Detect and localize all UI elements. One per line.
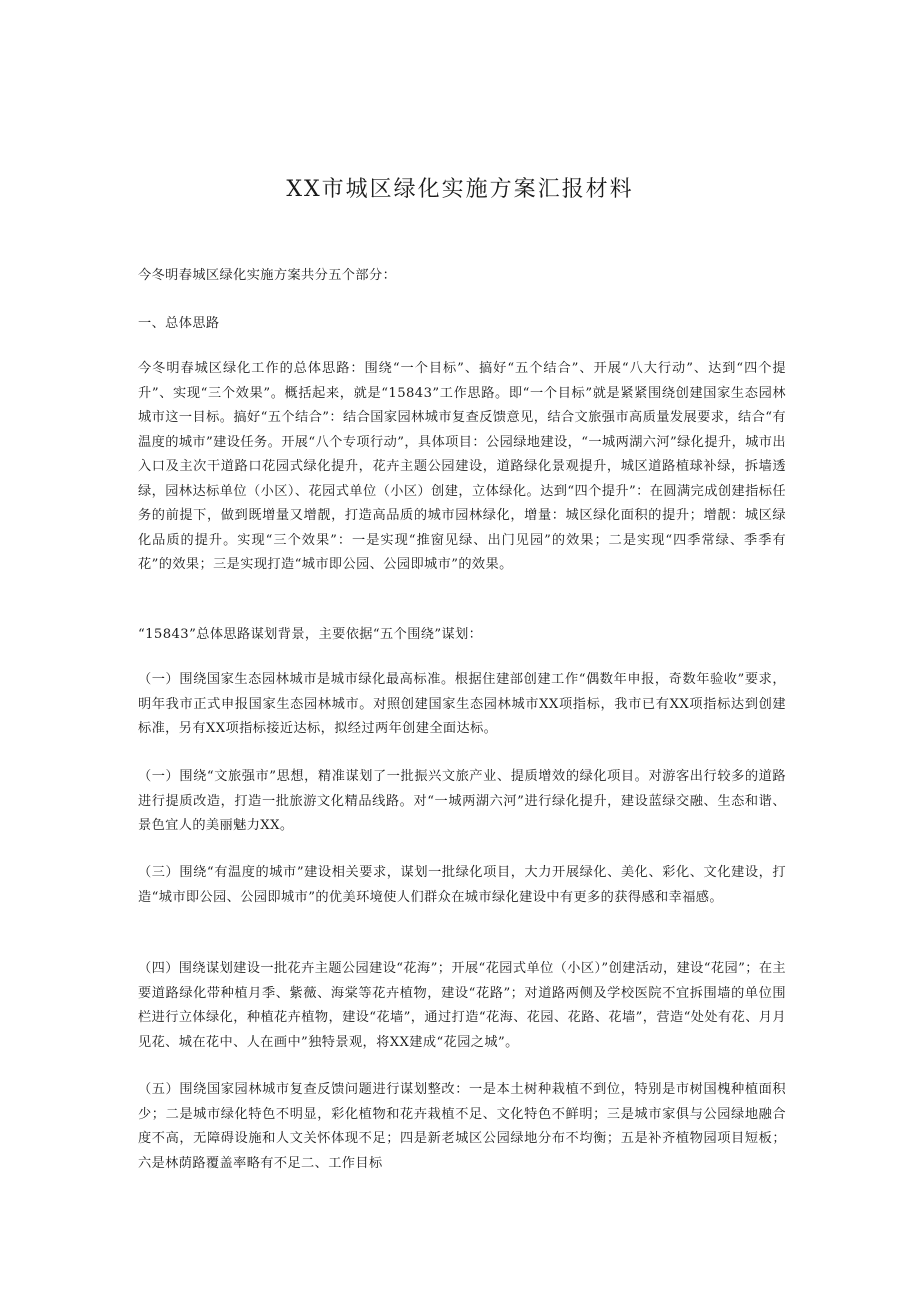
paragraph-point-2: （一）围绕“文旅强市”思想，精准谋划了一批振兴文旅产业、提质增效的绿化项目。对游客出行较多的道路进行提质改造，打造一批旅游文化精品线路。对“一城两湖六河”进行绿化提升，建设蓝绿交融、生态和谐、景色宜人的美丽魅力XX。 (138, 769, 786, 833)
intro-paragraph: 今冬明春城区绿化实施方案共分五个部分： (138, 268, 397, 283)
paragraph-point-1: （一）围绕国家生态园林城市是城市绿化最高标准。根据住建部创建工作“偶数年申报，奇数年验收”要求，明年我市正式申报国家生态园林城市。对照创建国家生态园林城市XX项指标，我市已有XX项指标达到创建标准，另有XX项指标接近达标，拟经过两年创建全面达标。 (138, 672, 786, 736)
paragraph-point-4: （四）围绕谋划建设一批花卉主题公园建设“花海”；开展“花园式单位（小区）”创建活动，建设“花园”；在主要道路绿化带种植月季、紫薇、海棠等花卉植物，建设“花路”；对道路两侧及学校医院不宜拆围墙的单位围栏进行立体绿化，种植花卉植物，建设“花墙”，通过打造“花海、花园、花路、花墙”，营造“处处有花、月月见花、城在花中、人在画中”独特景观，将XX建成“花园之城”。 (138, 961, 786, 1050)
paragraph-point-3: （三）围绕“有温度的城市”建设相关要求，谋划一批绿化项目，大力开展绿化、美化、彩化、文化建设，打造“城市即公园、公园即城市”的优美环境使人们群众在城市绿化建设中有更多的获得感和幸福感。 (138, 865, 786, 905)
document-title: XX市城区绿化实施方案汇报材料 (286, 177, 634, 202)
section-heading-overall-approach: 一、总体思路 (138, 316, 220, 331)
paragraph-overall-approach: 今冬明春城区绿化工作的总体思路：围绕“一个目标”、搞好“五个结合”、开展“八大行动”、达到“四个提升”、实现“三个效果”。概括起来，就是“15843”工作思路。即“一个目标”就是紧紧围绕创建国家生态园林城市这一目标。搞好“五个结合”：结合国家园林城市复查反馈意见，结合文旅强市高质量发展要求，结合“有温度的城市”建设任务。开展“八个专项行动”，具体项目：公园绿地建设，“一城两湖六河”绿化提升，城市出入口及主次干道路口花园式绿化提升，花卉主题公园建设，道路绿化景观提升，城区道路植球补绿，拆墙透绿，园林达标单位（小区）、花园式单位（小区）创建，立体绿化。达到“四个提升”：在圆满完成创建指标任务的前提下，做到既增量又增靓，打造高品质的城市园林绿化，增量：城区绿化面积的提升；增靓：城区绿化品质的提升。实现“三个效果”：一是实现“推窗见绿、出门见园”的效果；二是实现“四季常绿、季季有花”的效果；三是实现打造“城市即公园、公园即城市”的效果。 (138, 361, 786, 572)
paragraph-point-5: （五）围绕国家园林城市复查反馈问题进行谋划整改：一是本土树种栽植不到位，特别是市树国槐种植面积少；二是城市绿化特色不明显，彩化植物和花卉栽植不足、文化特色不鲜明；三是城市家俱与公园绿地融合度不高，无障碍设施和人文关怀体现不足；四是新老城区公园绿地分布不均衡；五是补齐植物园项目短板；六是林荫路覆盖率略有不足二、工作目标 (138, 1082, 786, 1171)
paragraph-background: “15843”总体思路谋划背景，主要依据“五个围绕”谋划： (138, 627, 483, 642)
